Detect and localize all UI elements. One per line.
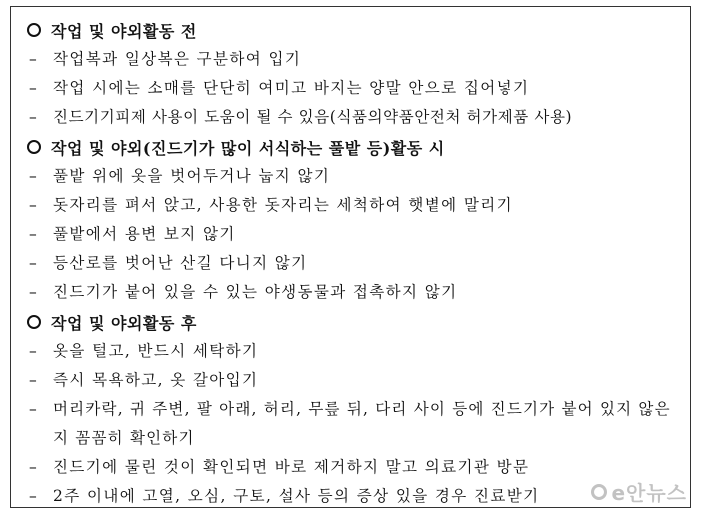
- list-item: [27, 278, 678, 307]
- section-heading-before: [27, 15, 678, 45]
- list-item: [27, 103, 678, 132]
- list-item-text: 풀밭에서 용변 보지 않기: [53, 225, 236, 243]
- list-item: [27, 191, 678, 220]
- list-item: [27, 453, 678, 482]
- watermark-ring-icon: [591, 484, 607, 500]
- list-item: [27, 249, 678, 278]
- guideline-content: [27, 15, 678, 511]
- dash-bullet: –: [29, 254, 39, 272]
- section-heading-after: [27, 307, 678, 337]
- list-item: [27, 337, 678, 366]
- dash-bullet: –: [29, 371, 39, 389]
- list-item: [27, 74, 678, 103]
- list-item: [27, 220, 678, 249]
- list-item-text: 돗자리를 펴서 앉고, 사용한 돗자리는 세척하여 햇볕에 말리기: [53, 196, 513, 214]
- watermark-logo: [591, 477, 687, 506]
- list-item: [27, 395, 678, 453]
- list-item-text: 풀밭 위에 옷을 벗어두거나 눕지 않기: [53, 167, 331, 185]
- list-item-text: 즉시 목욕하고, 옷 갈아입기: [53, 371, 259, 389]
- list-item-text: 진드기에 물린 것이 확인되면 바로 제거하지 말고 의료기관 방문: [53, 458, 530, 476]
- dash-bullet: –: [29, 108, 39, 126]
- guideline-box: [10, 6, 691, 508]
- list-item-text: 옷을 털고, 반드시 세탁하기: [53, 342, 259, 360]
- dash-bullet: –: [29, 167, 39, 185]
- section-heading-text: 작업 및 야외활동 전: [51, 21, 197, 41]
- section-heading-during: [27, 132, 678, 162]
- dash-bullet: –: [29, 196, 39, 214]
- circle-bullet-icon: [27, 140, 41, 154]
- circle-bullet-icon: [27, 315, 41, 329]
- dash-bullet: –: [29, 400, 39, 418]
- dash-bullet: –: [29, 487, 39, 505]
- dash-bullet: –: [29, 283, 39, 301]
- list-item-text: 등산로를 벗어난 산길 다니지 않기: [53, 254, 308, 272]
- dash-bullet: –: [29, 225, 39, 243]
- list-item-text: 2주 이내에 고열, 오심, 구토, 설사 등의 증상 있을 경우 진료받기: [53, 487, 540, 505]
- list-item: [27, 366, 678, 395]
- list-item: [27, 162, 678, 191]
- dash-bullet: –: [29, 342, 39, 360]
- list-item: [27, 45, 678, 74]
- list-item-text: 진드기기피제 사용이 도움이 될 수 있음(식품의약품안전처 허가제품 사용): [53, 108, 573, 126]
- list-item: [27, 482, 678, 511]
- list-item-text: 머리카락, 귀 주변, 팔 아래, 허리, 무릎 뒤, 다리 사이 등에 진드기가 붙어 있지 않은지 꼼꼼히 확인하기: [53, 400, 671, 447]
- watermark-text: e안뉴스: [611, 481, 687, 505]
- dash-bullet: –: [29, 458, 39, 476]
- dash-bullet: –: [29, 79, 39, 97]
- list-item-text: 진드기가 붙어 있을 수 있는 야생동물과 접촉하지 않기: [53, 283, 458, 301]
- dash-bullet: –: [29, 50, 39, 68]
- list-item-text: 작업복과 일상복은 구분하여 입기: [53, 50, 302, 68]
- circle-bullet-icon: [27, 23, 41, 37]
- list-item-text: 작업 시에는 소매를 단단히 여미고 바지는 양말 안으로 집어넣기: [53, 79, 530, 97]
- section-heading-text: 작업 및 야외(진드기가 많이 서식하는 풀밭 등)활동 시: [51, 138, 445, 158]
- section-heading-text: 작업 및 야외활동 후: [51, 313, 197, 333]
